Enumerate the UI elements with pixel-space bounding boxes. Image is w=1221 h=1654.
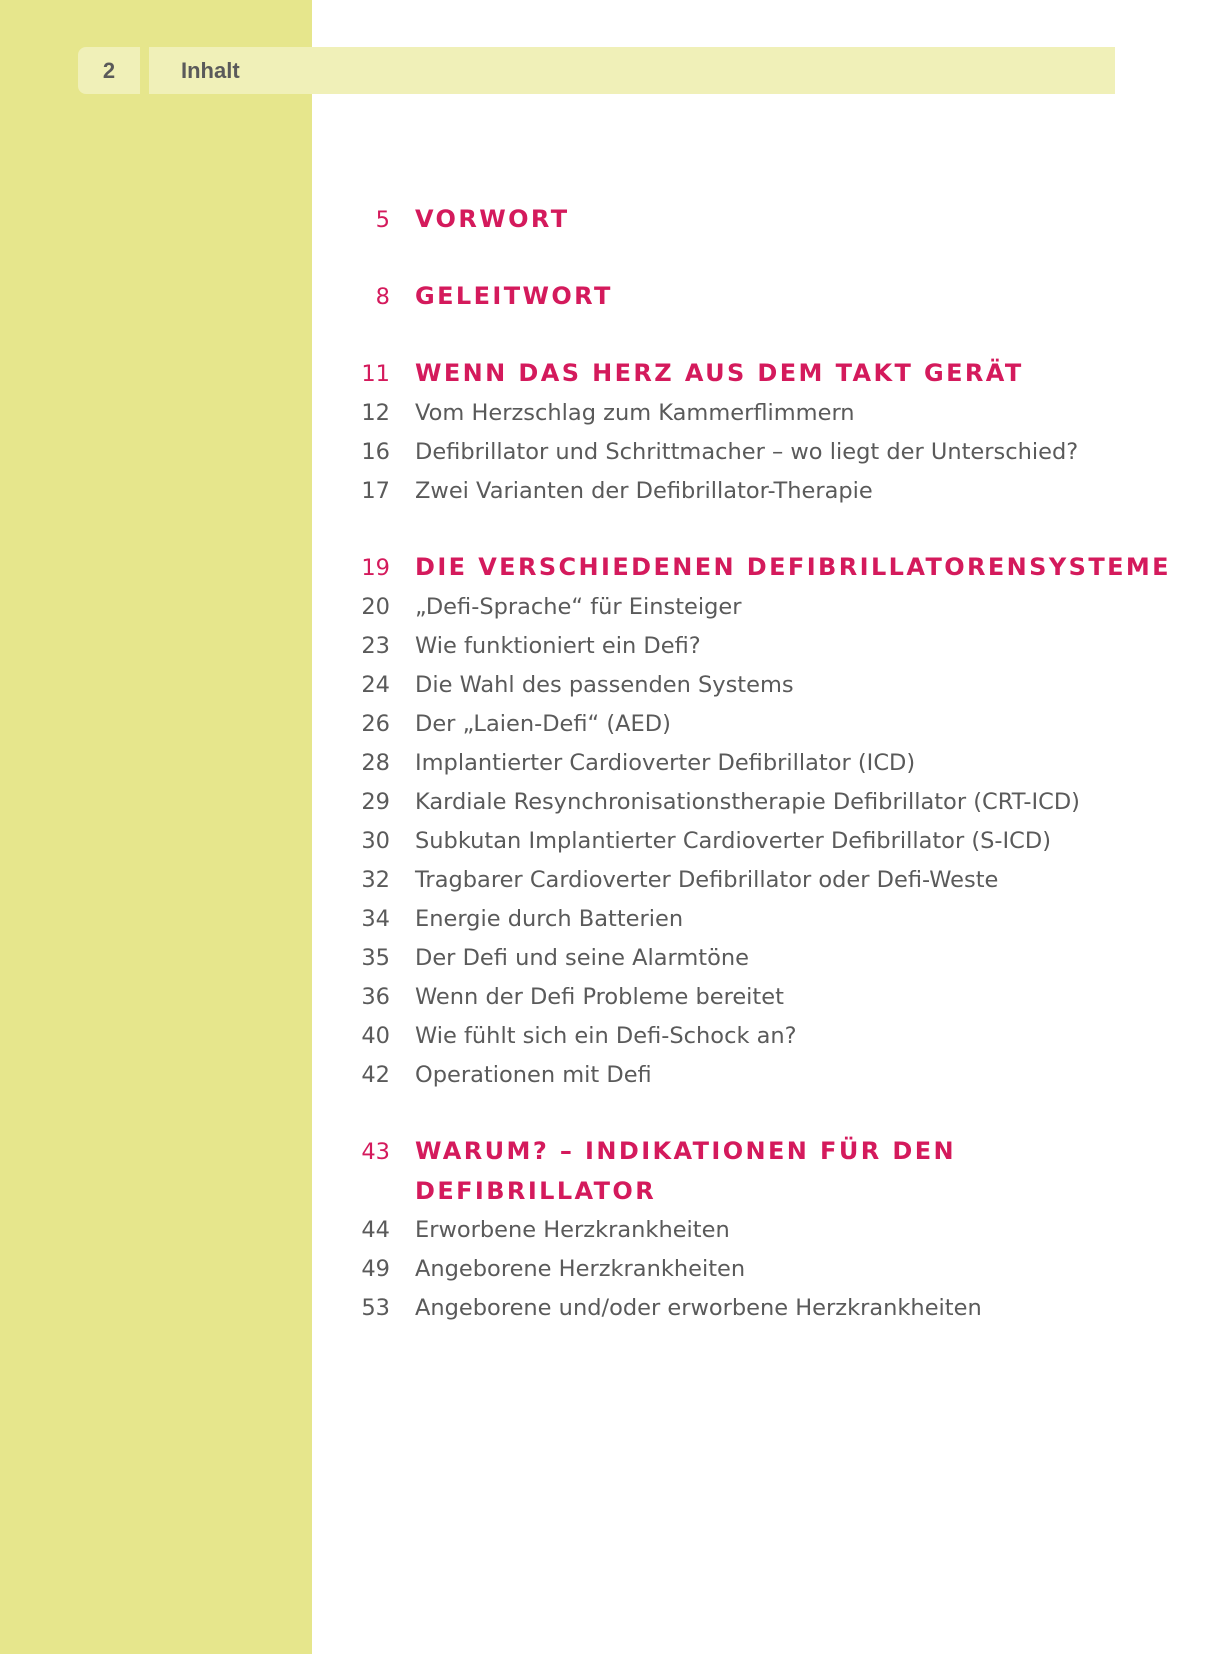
- toc-entry-page: 16: [361, 439, 390, 465]
- toc-entry[interactable]: [340, 783, 1200, 822]
- toc-entry-title: Angeborene und/oder erworbene Herzkrankheiten: [415, 1295, 982, 1321]
- toc-chapter-title: WENN DAS HERZ AUS DEM TAKT GERÄT: [415, 359, 1024, 387]
- toc-entry-title: Vom Herzschlag zum Kammerflimmern: [415, 400, 855, 426]
- toc-entry[interactable]: [340, 1056, 1200, 1095]
- toc-entry[interactable]: [340, 978, 1200, 1017]
- toc-entry-title: Zwei Varianten der Defibrillator-Therapie: [415, 478, 873, 504]
- toc-entry[interactable]: [340, 627, 1200, 666]
- toc-chapter-heading-continued: [340, 1172, 1200, 1211]
- toc-chapter-page: 11: [361, 361, 390, 387]
- toc-chapter-heading[interactable]: [340, 200, 1200, 240]
- toc-chapter-title-line2: DEFIBRILLATOR: [415, 1177, 657, 1205]
- toc-entry-title: Wie fühlt sich ein Defi-Schock an?: [415, 1023, 797, 1049]
- toc-entry-page: 28: [361, 750, 390, 776]
- toc-chapter-page: 19: [361, 555, 390, 581]
- toc-entry[interactable]: [340, 394, 1200, 433]
- toc-entry-page: 49: [361, 1256, 390, 1282]
- toc-chapter-title: DIE VERSCHIEDENEN DEFIBRILLATORENSYSTEME: [415, 553, 1171, 581]
- toc-chapter-heading[interactable]: [340, 277, 1200, 317]
- toc-entry-title: Tragbarer Cardioverter Defibrillator oder Defi-Weste: [415, 867, 999, 893]
- toc-chapter-heading[interactable]: [340, 1132, 1200, 1172]
- toc-chapter-title: WARUM? – INDIKATIONEN FÜR DEN: [415, 1137, 956, 1165]
- toc-chapter-page: 43: [361, 1139, 390, 1165]
- header-title: Inhalt: [181, 57, 240, 83]
- toc-entry-page: 24: [361, 672, 390, 698]
- toc-entry[interactable]: [340, 472, 1200, 511]
- toc-entry[interactable]: [340, 666, 1200, 705]
- toc-entry-title: Subkutan Implantierter Cardioverter Defibrillator (S-ICD): [415, 828, 1051, 854]
- toc-chapter-title: VORWORT: [415, 205, 570, 233]
- toc-entry-page: 17: [361, 478, 390, 504]
- toc-entry-title: Erworbene Herzkrankheiten: [415, 1217, 730, 1243]
- toc-entry-title: „Defi-Sprache“ für Einsteiger: [415, 594, 742, 620]
- toc-entry[interactable]: [340, 861, 1200, 900]
- toc-entry-title: Operationen mit Defi: [415, 1062, 652, 1088]
- toc-entry[interactable]: [340, 588, 1200, 627]
- toc-chapter-heading[interactable]: [340, 548, 1200, 588]
- toc-entry-page: 29: [361, 789, 390, 815]
- toc-entry-title: Wenn der Defi Probleme bereitet: [415, 984, 784, 1010]
- toc-entry-page: 23: [361, 633, 390, 659]
- toc-entry-page: 12: [361, 400, 390, 426]
- toc-entry-page: 40: [361, 1023, 390, 1049]
- toc-entry-page: 42: [361, 1062, 390, 1088]
- toc-chapter-title: GELEITWORT: [415, 282, 613, 310]
- toc-entry[interactable]: [340, 1211, 1200, 1250]
- toc-chapter-page: 8: [375, 284, 390, 310]
- toc-entry-page: 35: [361, 945, 390, 971]
- toc-entry[interactable]: [340, 939, 1200, 978]
- toc-entry[interactable]: [340, 1289, 1200, 1328]
- toc-entry-title: Implantierter Cardioverter Defibrillator (ICD): [415, 750, 916, 776]
- toc-entry-title: Energie durch Batterien: [415, 906, 684, 932]
- toc-entry[interactable]: [340, 900, 1200, 939]
- toc-entry-title: Die Wahl des passenden Systems: [415, 672, 794, 698]
- toc-entry-title: Kardiale Resynchronisationstherapie Defibrillator (CRT-ICD): [415, 789, 1080, 815]
- toc-entry-page: 36: [361, 984, 390, 1010]
- toc-chapter: [340, 1132, 1200, 1328]
- toc-entry-page: 30: [361, 828, 390, 854]
- toc-entry-page: 34: [361, 906, 390, 932]
- page-number: 2: [78, 47, 140, 94]
- toc-entry[interactable]: [340, 433, 1200, 472]
- toc-entry-title: Wie funktioniert ein Defi?: [415, 633, 701, 659]
- running-header: [149, 47, 1115, 94]
- toc-entry-title: Defibrillator und Schrittmacher – wo liegt der Unterschied?: [415, 439, 1079, 465]
- toc-entry-page: 32: [361, 867, 390, 893]
- toc-entry-title: Der Defi und seine Alarmtöne: [415, 945, 749, 971]
- toc-entry-page: 44: [361, 1217, 390, 1243]
- toc-chapter: [340, 354, 1200, 511]
- toc-entry-page: 26: [361, 711, 390, 737]
- toc-entry-page: 53: [361, 1295, 390, 1321]
- table-of-contents: [340, 200, 1200, 1365]
- toc-chapter-page: 5: [375, 207, 390, 233]
- toc-chapter: [340, 277, 1200, 317]
- toc-chapter: [340, 548, 1200, 1095]
- toc-entry[interactable]: [340, 705, 1200, 744]
- toc-chapter-heading[interactable]: [340, 354, 1200, 394]
- toc-entry-page: 20: [361, 594, 390, 620]
- toc-entry-title: Angeborene Herzkrankheiten: [415, 1256, 746, 1282]
- toc-entry[interactable]: [340, 1250, 1200, 1289]
- toc-entry[interactable]: [340, 1017, 1200, 1056]
- left-color-band: [0, 0, 312, 1654]
- toc-entry[interactable]: [340, 822, 1200, 861]
- toc-chapter: [340, 200, 1200, 240]
- toc-entry[interactable]: [340, 744, 1200, 783]
- toc-entry-title: Der „Laien-Defi“ (AED): [415, 711, 671, 737]
